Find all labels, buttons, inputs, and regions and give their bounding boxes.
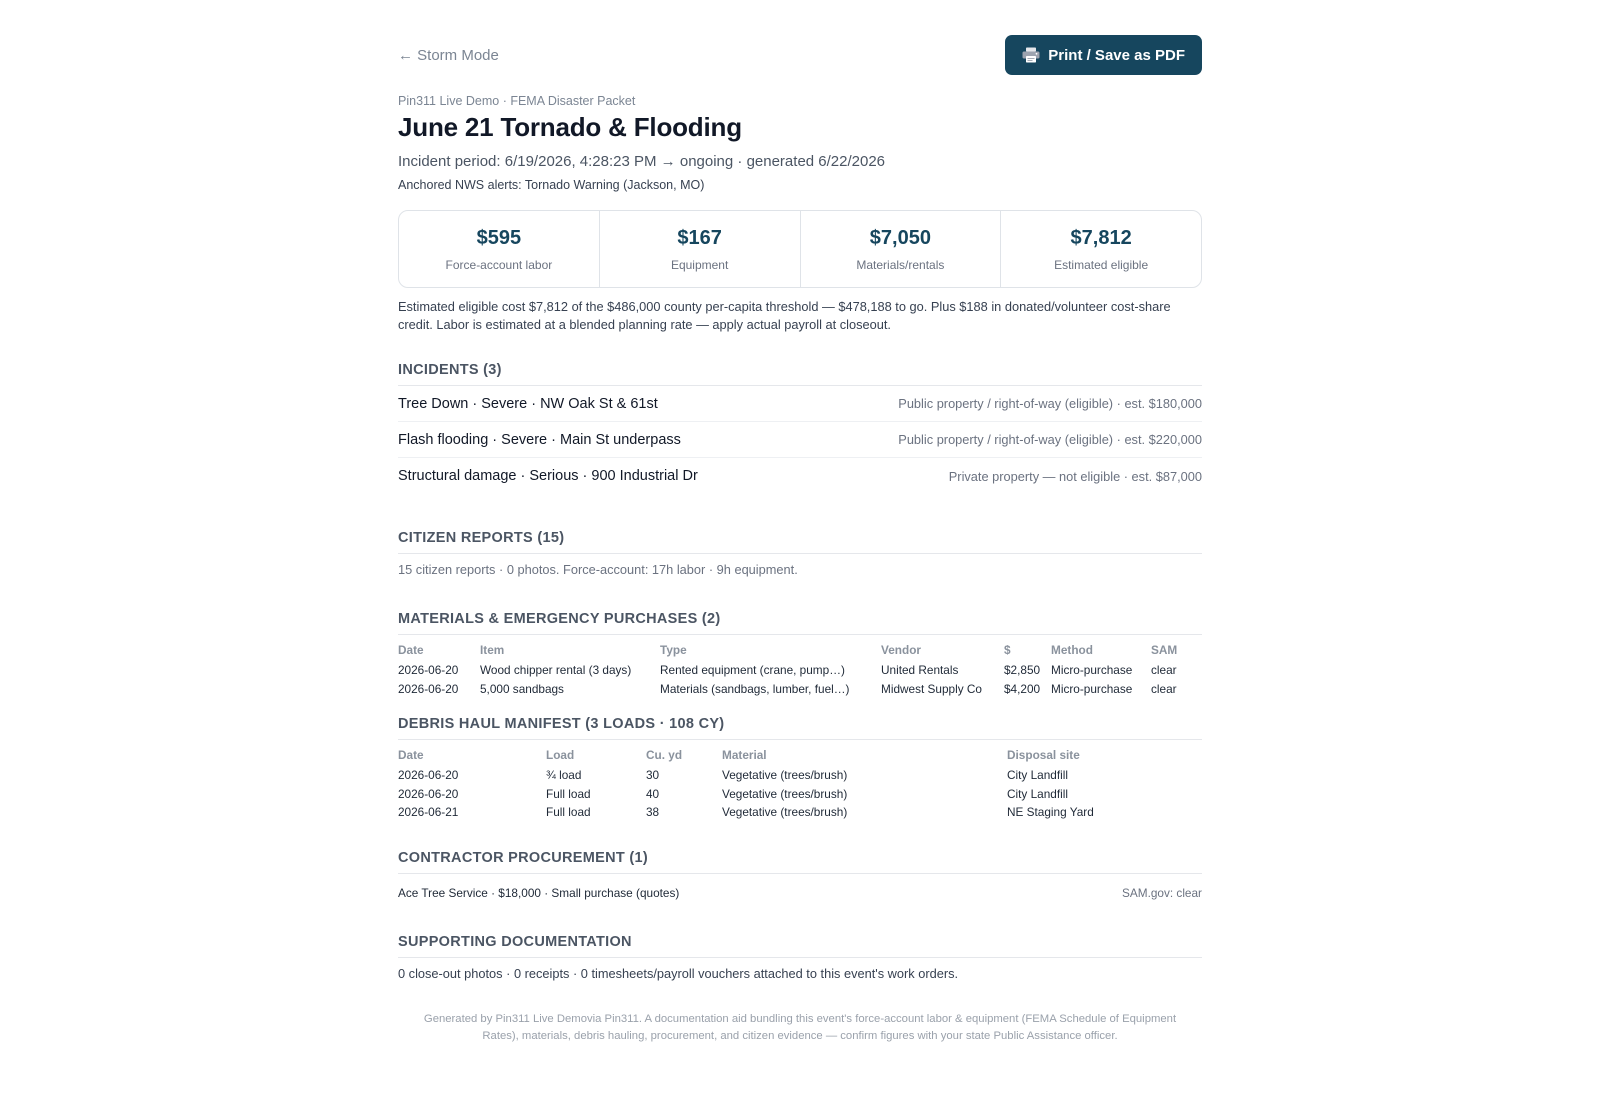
cell: Wood chipper rental (3 days) bbox=[480, 663, 632, 678]
column-header: Cu. yd bbox=[646, 748, 683, 762]
cell: 5,000 sandbags bbox=[480, 681, 564, 696]
column-header: Vendor bbox=[881, 643, 921, 657]
table-row bbox=[398, 803, 1202, 822]
cell: United Rentals bbox=[881, 663, 959, 678]
top-bar bbox=[398, 34, 1202, 76]
table-header-row bbox=[398, 746, 1202, 766]
cell: 40 bbox=[646, 786, 660, 801]
cell: Vegetative (trees/brush) bbox=[722, 805, 848, 820]
print-button-label: Print / Save as PDF bbox=[1048, 46, 1185, 64]
back-to-storm-mode-link[interactable]: ← Storm Mode bbox=[398, 46, 499, 64]
cell: Micro-purchase bbox=[1051, 663, 1133, 678]
cell: NE Staging Yard bbox=[1007, 805, 1094, 820]
stat-force-account-labor bbox=[399, 211, 600, 287]
stat-equipment bbox=[600, 211, 801, 287]
section-title: SUPPORTING DOCUMENTATION bbox=[398, 934, 1202, 958]
nws-alerts: Anchored NWS alerts: Tornado Warning (Jackson, MO) bbox=[398, 178, 705, 192]
column-header: $ bbox=[1004, 643, 1011, 657]
incident-summary: Flash flooding · Severe · Main St underpass bbox=[398, 431, 681, 448]
cost-summary-cards bbox=[398, 210, 1202, 288]
cell: 2026-06-20 bbox=[398, 768, 459, 783]
cell: Materials (sandbags, lumber, fuel…) bbox=[660, 681, 850, 696]
column-header: Disposal site bbox=[1007, 748, 1080, 762]
cell: City Landfill bbox=[1007, 786, 1068, 801]
table-row bbox=[398, 661, 1202, 680]
cell: 2026-06-21 bbox=[398, 805, 459, 820]
debris-manifest-section bbox=[398, 716, 1202, 822]
printer-icon bbox=[1022, 47, 1040, 63]
cell: 30 bbox=[646, 768, 660, 783]
stat-label: Equipment bbox=[670, 257, 729, 272]
cell: $4,200 bbox=[1004, 681, 1041, 696]
table-row bbox=[398, 766, 1202, 785]
cell: 2026-06-20 bbox=[398, 681, 459, 696]
materials-table bbox=[398, 641, 1202, 698]
stat-estimated-eligible bbox=[1001, 211, 1201, 287]
column-header: Method bbox=[1051, 643, 1093, 657]
incident-row bbox=[398, 458, 1202, 494]
cell: $2,850 bbox=[1004, 663, 1041, 678]
citizen-reports-summary: 15 citizen reports · 0 photos. Force-account: 17h labor · 9h equipment. bbox=[398, 562, 798, 577]
column-header: Load bbox=[546, 748, 575, 762]
stat-value: $7,050 bbox=[869, 226, 931, 249]
contractor-procurement-section bbox=[398, 850, 1202, 900]
page-title: June 21 Tornado & Flooding bbox=[398, 112, 742, 142]
incident-summary: Structural damage · Serious · 900 Industrial Dr bbox=[398, 468, 698, 484]
incident-row bbox=[398, 386, 1202, 422]
stat-materials-rentals bbox=[801, 211, 1002, 287]
section-title: CITIZEN REPORTS (15) bbox=[398, 530, 1202, 554]
column-header: Date bbox=[398, 643, 424, 657]
column-header: Type bbox=[660, 643, 687, 657]
stat-value: $7,812 bbox=[1070, 226, 1132, 249]
footer-disclaimer: Generated by Pin311 Live Demovia Pin311. A documentation aid bundling this event's force-account labor & equipment (FEMA Schedule of Equipment Rates), materials, debris hauling, procurement, and citizen evidence — confirm figures with your state Public Assistance officer. bbox=[423, 1012, 1177, 1042]
cell: Micro-purchase bbox=[1051, 681, 1133, 696]
cell: Full load bbox=[546, 786, 591, 801]
threshold-note: Estimated eligible cost $7,812 of the $486,000 county per-capita threshold — $478,188 to go. Plus $188 in donated/volunteer cost-share credit. Labor is estimated at a blended planning rate — apply actual payroll at closeout. bbox=[398, 299, 1171, 332]
cell: Full load bbox=[546, 805, 591, 820]
contractor-summary: Ace Tree Service · $18,000 · Small purchase (quotes) bbox=[398, 885, 680, 900]
incidents-section bbox=[398, 362, 1202, 494]
sam-status: SAM.gov: clear bbox=[1122, 885, 1202, 900]
stat-value: $167 bbox=[677, 226, 722, 249]
stat-label: Materials/rentals bbox=[856, 257, 945, 272]
contractor-row bbox=[398, 886, 1202, 900]
incident-summary: Tree Down · Severe · NW Oak St & 61st bbox=[398, 395, 658, 412]
debris-table bbox=[398, 746, 1202, 822]
cell: clear bbox=[1151, 681, 1177, 696]
cell: clear bbox=[1151, 663, 1177, 678]
table-header-row bbox=[398, 641, 1202, 661]
column-header: Material bbox=[722, 748, 767, 762]
cell: Rented equipment (crane, pump…) bbox=[660, 663, 845, 678]
section-title: CONTRACTOR PROCUREMENT (1) bbox=[398, 850, 1202, 874]
table-row bbox=[398, 680, 1202, 699]
cell: 2026-06-20 bbox=[398, 663, 459, 678]
incident-row bbox=[398, 422, 1202, 458]
cell: Vegetative (trees/brush) bbox=[722, 768, 848, 783]
stat-label: Estimated eligible bbox=[1054, 257, 1149, 272]
docs-summary: 0 close-out photos · 0 receipts · 0 timesheets/payroll vouchers attached to this event's work orders. bbox=[398, 965, 959, 981]
cell: Midwest Supply Co bbox=[881, 681, 982, 696]
section-title: DEBRIS HAUL MANIFEST (3 LOADS · 108 CY) bbox=[398, 716, 1202, 740]
cell: ¾ load bbox=[546, 768, 582, 783]
cell: 2026-06-20 bbox=[398, 786, 459, 801]
supporting-docs-section bbox=[398, 934, 1202, 981]
citizen-reports-section bbox=[398, 530, 1202, 577]
stat-label: Force-account labor bbox=[445, 257, 553, 272]
print-save-pdf-button[interactable] bbox=[1005, 35, 1202, 75]
materials-section bbox=[398, 611, 1202, 698]
section-title: INCIDENTS (3) bbox=[398, 362, 1202, 386]
cell: Vegetative (trees/brush) bbox=[722, 786, 848, 801]
section-title: MATERIALS & EMERGENCY PURCHASES (2) bbox=[398, 611, 1202, 635]
incident-period: Incident period: 6/19/2026, 4:28:23 PM → ongoing · generated 6/22/2026 bbox=[398, 153, 886, 170]
column-header: Date bbox=[398, 748, 424, 762]
cell: City Landfill bbox=[1007, 768, 1068, 783]
cell: 38 bbox=[646, 805, 660, 820]
column-header: Item bbox=[480, 643, 505, 657]
stat-value: $595 bbox=[476, 226, 522, 249]
packet-kicker: Pin311 Live Demo · FEMA Disaster Packet bbox=[398, 94, 636, 108]
incident-eligibility: Public property / right-of-way (eligible) · est. $180,000 bbox=[898, 396, 1202, 411]
incident-eligibility: Private property — not eligible · est. $87,000 bbox=[948, 468, 1202, 484]
table-row bbox=[398, 785, 1202, 804]
column-header: SAM bbox=[1151, 643, 1178, 657]
incident-eligibility: Public property / right-of-way (eligible) · est. $220,000 bbox=[898, 432, 1202, 447]
fema-packet-page bbox=[398, 0, 1202, 1045]
